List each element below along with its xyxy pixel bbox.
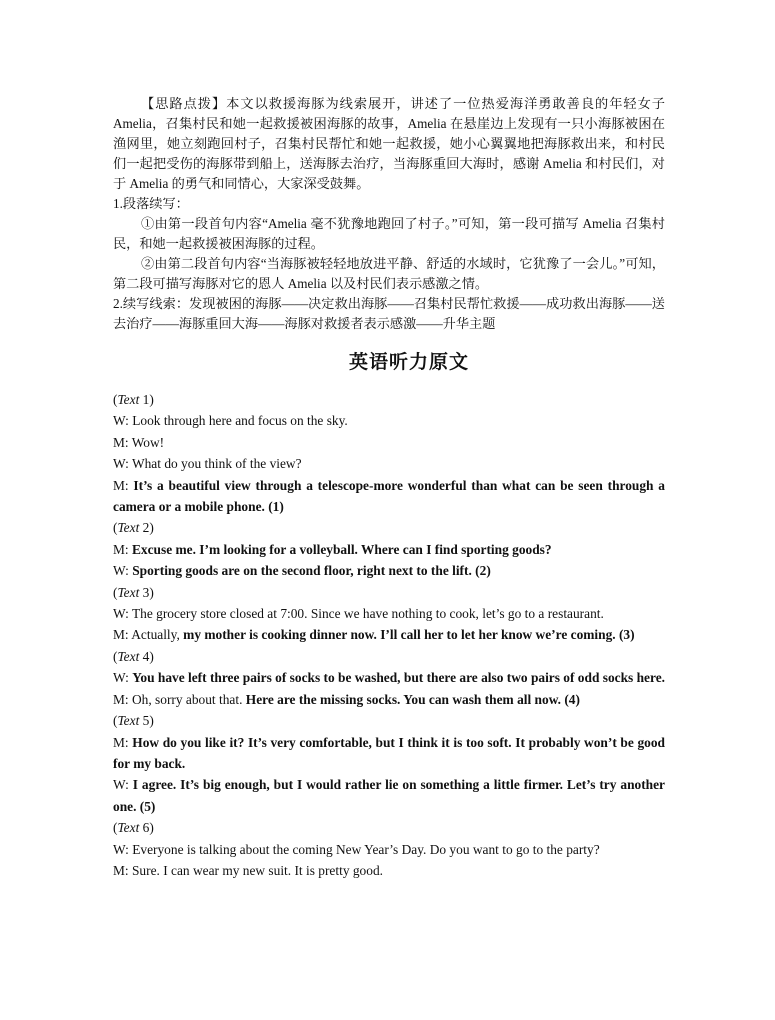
label-text: Text	[117, 520, 140, 536]
text-2-label	[113, 517, 665, 538]
continuation-heading-1: 1.段落续写：	[113, 196, 189, 211]
label-number: 6)	[139, 820, 154, 836]
transcript-line: M: Wow!	[113, 434, 165, 450]
answer-text: Excuse me. I’m looking for a volleyball. Where can I find sporting goods?	[131, 541, 552, 557]
speaker: W:	[113, 670, 133, 686]
transcript-line	[113, 539, 665, 560]
label-open: (	[113, 392, 118, 407]
text-6-label	[113, 817, 665, 838]
speaker: M: Actually,	[113, 627, 184, 643]
speaker: W:	[113, 777, 133, 793]
transcript-line: W: Look through here and focus on the sky.	[113, 413, 348, 429]
label-number: 1)	[139, 392, 154, 407]
transcript-line	[113, 624, 665, 645]
speaker: M: Oh, sorry about that.	[113, 691, 246, 707]
text-1-label	[113, 389, 665, 410]
transcript-line	[113, 689, 665, 710]
transcript-line	[113, 774, 665, 817]
transcript-line: W: What do you think of the view?	[113, 456, 302, 472]
section-title: 英语听力原文	[348, 351, 469, 373]
speaker: W:	[113, 563, 133, 579]
label-open: (	[113, 584, 118, 600]
label-number: 5)	[139, 713, 154, 729]
answer-text: my mother is cooking dinner now. I’ll call her to let her know we’re coming. (3)	[183, 627, 635, 643]
label-text: Text	[117, 392, 140, 407]
answer-text: I agree. It’s big enough, but I would rather lie on something a little firmer. Let’s try another one. (5)	[113, 777, 665, 814]
label-open: (	[113, 820, 118, 836]
speaker: M:	[113, 541, 132, 557]
transcript-line: W: The grocery store closed at 7:00. Since we have nothing to cook, let’s go to a restaurant.	[113, 606, 604, 622]
answer-text: How do you like it? It’s very comfortable, but I think it is too soft. It probably won’t be good for my back.	[113, 734, 665, 771]
label-number: 2)	[139, 520, 154, 536]
label-open: (	[113, 713, 118, 729]
transcript-line	[113, 732, 665, 775]
text-4-label	[113, 646, 665, 667]
transcript-line: W: Everyone is talking about the coming New Year’s Day. Do you want to go to the party?	[113, 841, 600, 857]
text-5-label	[113, 710, 665, 731]
label-number: 3)	[139, 584, 154, 600]
label-number: 4)	[139, 648, 154, 664]
continuation-point-2: ②由第二段首句内容“当海豚被轻轻地放进平静、舒适的水域时，它犹豫了一会儿。”可知，第二段可描写海豚对它的恩人 Amelia 以及村民们表示感激之情。	[113, 256, 665, 291]
transcript-line	[113, 560, 665, 581]
answer-text: Sporting goods are on the second floor, right next to the lift. (2)	[132, 563, 491, 579]
label-text: Text	[117, 820, 140, 836]
continuation-point-1: ①由第一段首句内容“Amelia 毫不犹豫地跑回了村子。”可知，第一段可描写 Amelia 召集村民，和她一起救援被困海豚的过程。	[113, 216, 665, 251]
label-text: Text	[117, 584, 140, 600]
transcript-line	[113, 475, 665, 518]
speaker: M:	[113, 734, 133, 750]
answer-text: It’s a beautiful view through a telescope-more wonderful than what can be seen through a camera or a mobile phone. (1)	[113, 477, 665, 515]
answer-text: You have left three pairs of socks to be washed, but there are also two pairs of odd socks here.	[132, 670, 665, 686]
transcript-line	[113, 667, 665, 688]
continuation-clues: 2.续写线索：发现被困的海豚——决定救出海豚——召集村民帮忙救援——成功救出海豚——送去治疗——海豚重回大海——海豚对救援者表示感激——升华主题	[113, 296, 665, 331]
label-open: (	[113, 648, 118, 664]
label-open: (	[113, 520, 118, 536]
transcript-line: M: Sure. I can wear my new suit. It is pretty good.	[113, 862, 383, 878]
analysis-paragraph: 【思路点拨】本文以救援海豚为线索展开，讲述了一位热爱海洋勇敢善良的年轻女子Amelia，召集村民和她一起救援被困海豚的故事，Amelia 在悬崖边上发现有一只小海豚被困在渔网里，她立刻跑回村子，召集村民帮忙和她一起救援，她小心翼翼地把海豚救出来，和村民们一起把受伤的海豚带到船上，送海豚去治疗，当海豚重回大海时，感谢 Amelia 和村民们，对于 Amelia 的勇气和同情心，大家深受鼓舞。	[113, 96, 665, 191]
label-text: Text	[117, 648, 140, 664]
text-3-label	[113, 582, 665, 603]
label-text: Text	[117, 713, 140, 729]
answer-text: Here are the missing socks. You can wash them all now. (4)	[245, 691, 580, 707]
speaker: M:	[113, 477, 134, 493]
document-page	[113, 94, 665, 881]
